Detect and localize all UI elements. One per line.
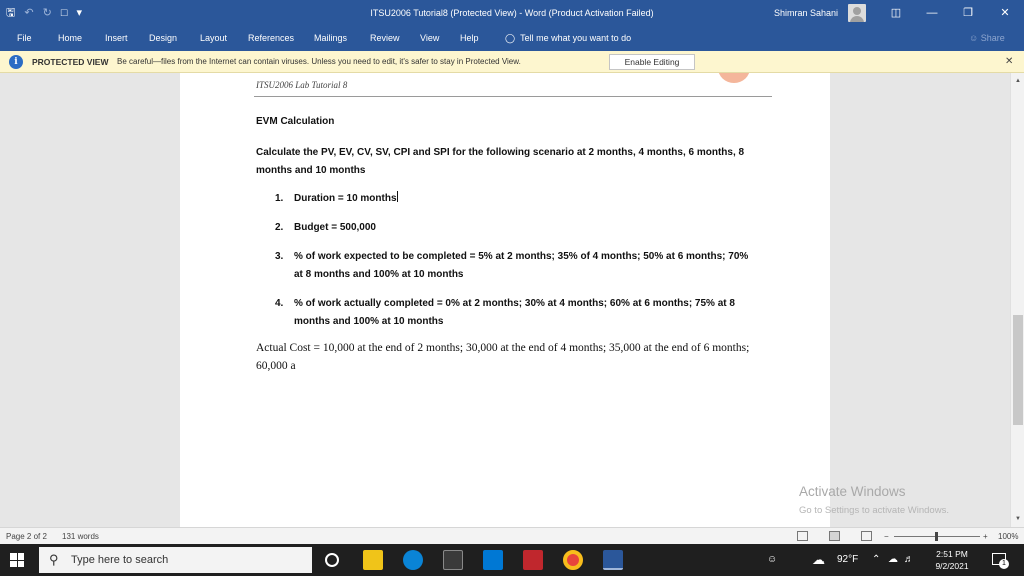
protected-view-message: Be careful—files from the Internet can contain viruses. Unless you need to edit, it's safer to stay in Protected View. bbox=[117, 57, 521, 66]
windows-start-icon[interactable] bbox=[10, 553, 24, 567]
document-page[interactable] bbox=[180, 73, 830, 527]
enable-editing-button[interactable]: Enable Editing bbox=[609, 54, 695, 70]
page-count[interactable]: Page 2 of 2 bbox=[6, 532, 47, 541]
taskbar-clock[interactable] bbox=[922, 548, 982, 572]
print-layout-icon[interactable] bbox=[829, 531, 840, 541]
activate-windows-subtitle: Go to Settings to activate Windows. bbox=[799, 505, 949, 516]
zoom-out-button[interactable]: − bbox=[884, 532, 889, 541]
file-explorer-icon[interactable] bbox=[363, 550, 383, 570]
activate-windows-title: Activate Windows bbox=[799, 484, 906, 499]
tab-home[interactable]: Home bbox=[58, 33, 83, 43]
tab-insert[interactable]: Insert bbox=[105, 33, 128, 43]
list-number: 2. bbox=[275, 222, 284, 233]
protected-view-bar bbox=[0, 51, 1024, 73]
actual-cost-paragraph: Actual Cost = 10,000 at the end of 2 months; 30,000 at the end of 4 months; 35,000 at the end of 6 months; 60,000 a bbox=[256, 342, 750, 372]
list-item bbox=[275, 219, 755, 237]
section-heading: EVM Calculation bbox=[256, 116, 335, 127]
intro-paragraph: Calculate the PV, EV, CV, SV, CPI and SPI for the following scenario at 2 months, 4 months, 6 months, 8 months and 10 months bbox=[256, 147, 745, 176]
list-text: Budget = 500,000 bbox=[294, 222, 376, 233]
user-name[interactable]: Shimran Sahani bbox=[774, 8, 839, 18]
tab-file[interactable]: File bbox=[17, 33, 32, 43]
clock-date: 9/2/2021 bbox=[935, 561, 969, 571]
protected-view-label: PROTECTED VIEW bbox=[32, 57, 109, 67]
volume-icon[interactable]: ♬ bbox=[904, 554, 914, 565]
quick-access-toolbar bbox=[6, 5, 82, 21]
tell-me-label: Tell me what you want to do bbox=[520, 33, 632, 43]
list-item bbox=[275, 248, 755, 284]
search-placeholder: Type here to search bbox=[71, 554, 169, 566]
word-count[interactable]: 131 words bbox=[62, 532, 99, 541]
minimize-icon[interactable]: — bbox=[926, 7, 938, 19]
mcafee-icon[interactable] bbox=[523, 550, 543, 570]
close-icon[interactable]: ✕ bbox=[1000, 7, 1010, 19]
save-icon[interactable]: 🖫 bbox=[6, 7, 16, 19]
page-header: ITSU2006 Lab Tutorial 8 bbox=[256, 80, 348, 90]
taskbar bbox=[0, 544, 1024, 576]
info-icon: i bbox=[9, 55, 23, 69]
share-button[interactable] bbox=[969, 26, 1005, 51]
scenario-list bbox=[275, 190, 755, 342]
list-item bbox=[275, 190, 755, 208]
read-mode-icon[interactable] bbox=[797, 531, 808, 541]
edge-icon[interactable] bbox=[403, 550, 423, 570]
header-divider bbox=[254, 96, 772, 97]
tab-mailings[interactable]: Mailings bbox=[314, 33, 348, 43]
tab-layout[interactable]: Layout bbox=[200, 33, 228, 43]
customize-icon[interactable]: ▾ bbox=[76, 7, 82, 19]
tab-view[interactable]: View bbox=[420, 33, 440, 43]
list-number: 4. bbox=[275, 298, 284, 309]
list-text: Duration = 10 months bbox=[294, 193, 397, 204]
undo-icon[interactable]: ↶ bbox=[24, 7, 34, 19]
vertical-scrollbar[interactable] bbox=[1010, 73, 1024, 527]
restore-icon[interactable]: ❐ bbox=[963, 7, 973, 19]
share-label: Share bbox=[980, 33, 1005, 43]
tell-me-box[interactable] bbox=[505, 26, 631, 51]
chrome-icon[interactable] bbox=[563, 550, 583, 570]
cortana-icon[interactable] bbox=[325, 553, 339, 567]
text-cursor bbox=[397, 191, 398, 202]
tab-references[interactable]: References bbox=[248, 33, 295, 43]
search-icon: ⚲ bbox=[49, 552, 59, 567]
list-number: 3. bbox=[275, 251, 284, 262]
clock-time: 2:51 PM bbox=[936, 549, 968, 559]
list-item bbox=[275, 295, 755, 331]
scroll-up-icon[interactable]: ▲ bbox=[1015, 78, 1021, 84]
title-bar bbox=[0, 0, 1024, 26]
scroll-thumb[interactable] bbox=[1013, 315, 1023, 425]
ribbon-tabs bbox=[0, 26, 1024, 51]
new-doc-icon[interactable]: □ bbox=[60, 7, 68, 19]
word-taskbar-icon[interactable] bbox=[603, 550, 623, 570]
tray-chevron-icon[interactable]: ⌃ bbox=[872, 554, 881, 565]
weather-icon[interactable]: ☁ bbox=[812, 552, 825, 567]
document-area[interactable] bbox=[0, 73, 1010, 527]
list-number: 1. bbox=[275, 193, 284, 204]
zoom-slider-handle[interactable] bbox=[935, 532, 938, 541]
close-icon[interactable]: ✕ bbox=[1005, 56, 1014, 67]
people-icon[interactable]: ☺ bbox=[767, 554, 778, 565]
scroll-down-icon[interactable]: ▼ bbox=[1015, 516, 1021, 522]
list-text: % of work expected to be completed = 5% at 2 months; 35% of 4 months; 50% at 6 months; 70% at 8 months and 100% at 10 months bbox=[294, 251, 749, 280]
header-logo bbox=[718, 73, 750, 83]
redo-icon[interactable]: ↻ bbox=[42, 7, 52, 19]
zoom-in-button[interactable]: + bbox=[983, 532, 988, 541]
notification-icon[interactable] bbox=[992, 553, 1006, 565]
weather-temp[interactable]: 92°F bbox=[837, 554, 859, 565]
tab-help[interactable]: Help bbox=[460, 33, 479, 43]
mail-icon[interactable] bbox=[483, 550, 503, 570]
avatar[interactable] bbox=[848, 4, 866, 22]
window-title: ITSU2006 Tutorial8 (Protected View) - Word (Product Activation Failed) bbox=[370, 8, 654, 18]
tab-review[interactable]: Review bbox=[370, 33, 400, 43]
web-layout-icon[interactable] bbox=[861, 531, 872, 541]
zoom-level[interactable]: 100% bbox=[998, 532, 1019, 541]
list-text: % of work actually completed = 0% at 2 months; 30% at 4 months; 60% at 6 months; 75% at 8 months and 100% at 10 months bbox=[294, 298, 735, 327]
taskbar-search-box[interactable] bbox=[39, 547, 312, 573]
store-icon[interactable] bbox=[443, 550, 463, 570]
ribbon-display-icon[interactable]: ◫ bbox=[890, 7, 902, 19]
onedrive-icon[interactable]: ☁ bbox=[888, 554, 898, 565]
status-bar bbox=[0, 527, 1024, 544]
tab-design[interactable]: Design bbox=[149, 33, 178, 43]
lightbulb-icon: ◯ bbox=[505, 33, 516, 43]
person-icon: ☺ bbox=[969, 33, 979, 43]
